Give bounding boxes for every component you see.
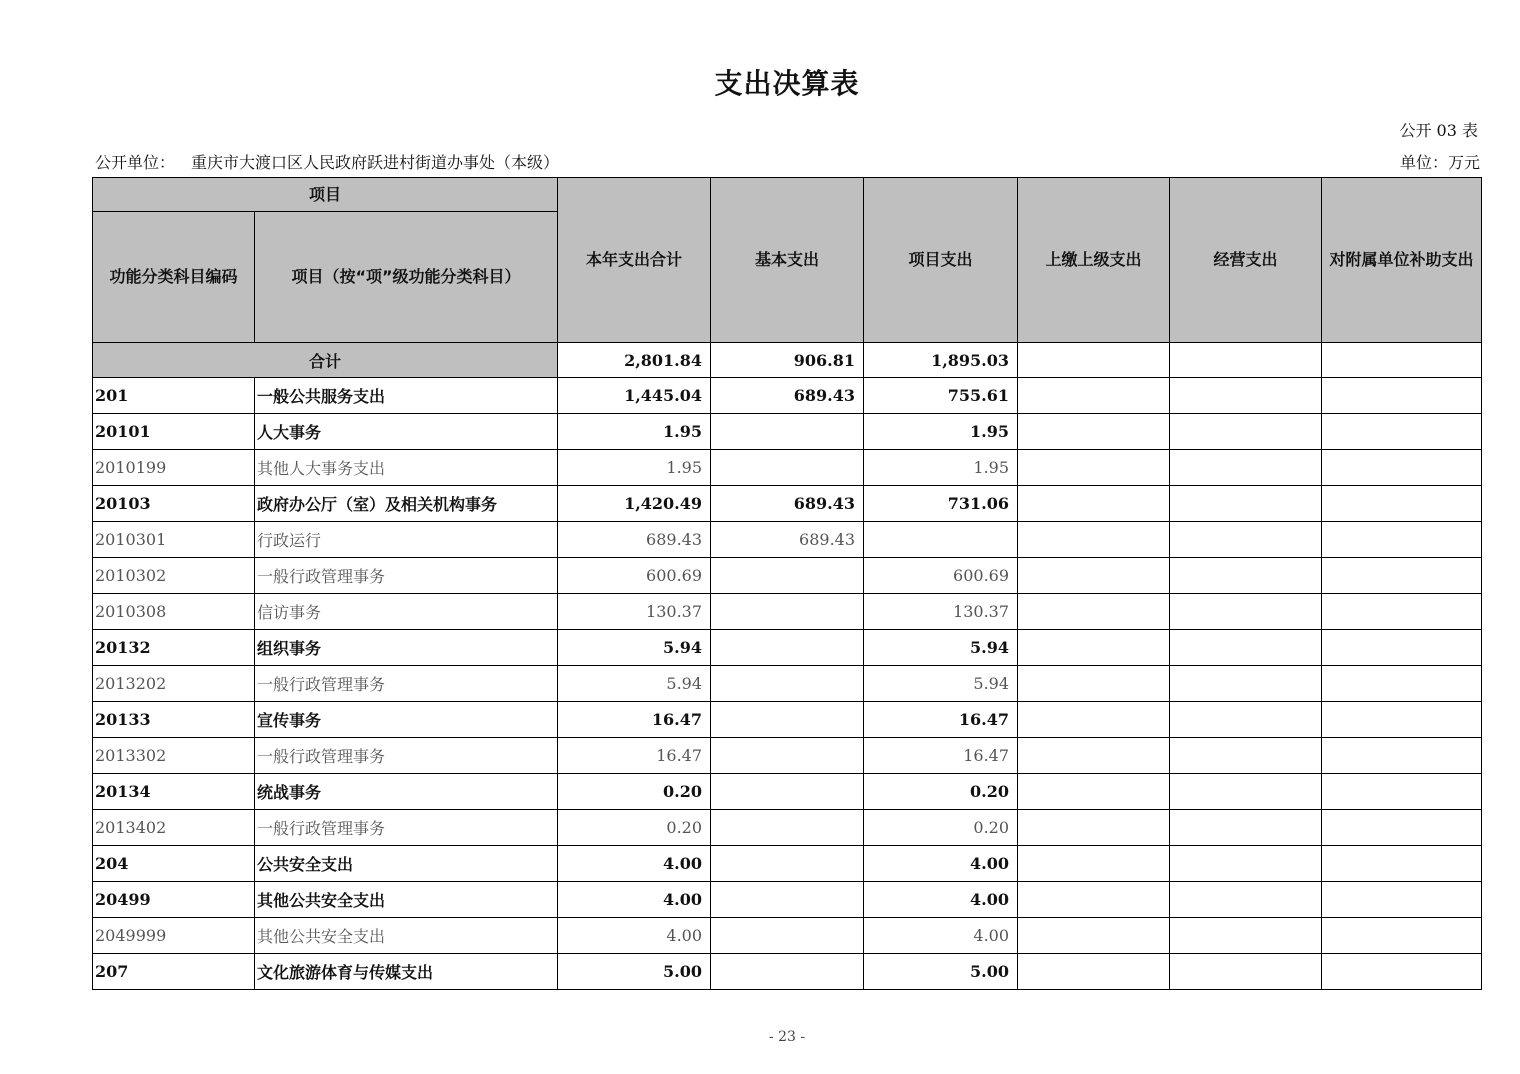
cell-basic xyxy=(711,630,864,666)
cell-upper xyxy=(1018,810,1170,846)
cell-name: 行政运行 xyxy=(255,522,558,558)
page-title: 支出决算表 xyxy=(714,67,860,100)
cell-name: 一般行政管理事务 xyxy=(255,810,558,846)
cell-subsidy xyxy=(1322,666,1482,702)
cell-subsidy xyxy=(1322,450,1482,486)
cell-total: 16.47 xyxy=(558,702,711,738)
cell-basic xyxy=(711,450,864,486)
cell-basic xyxy=(711,954,864,990)
table-row xyxy=(93,522,1482,558)
cell-total: 1,420.49 xyxy=(558,486,711,522)
table-row xyxy=(93,558,1482,594)
currency-unit: 单位：万元 xyxy=(1399,153,1480,172)
cell-code: 20134 xyxy=(93,774,255,810)
cell-project: 1.95 xyxy=(864,450,1018,486)
table-row xyxy=(93,378,1482,414)
cell-basic xyxy=(711,414,864,450)
cell-business xyxy=(1170,630,1322,666)
cell-business xyxy=(1170,954,1322,990)
cell-name: 统战事务 xyxy=(255,774,558,810)
cell-basic xyxy=(711,702,864,738)
table-row xyxy=(93,630,1482,666)
cell-basic xyxy=(711,810,864,846)
cell-total: 5.94 xyxy=(558,630,711,666)
cell-project: 4.00 xyxy=(864,846,1018,882)
cell-upper xyxy=(1018,522,1170,558)
table-row xyxy=(93,594,1482,630)
cell-code: 2010199 xyxy=(93,450,255,486)
cell-code: 20101 xyxy=(93,414,255,450)
total-cell-basic: 906.81 xyxy=(711,343,864,378)
cell-basic xyxy=(711,774,864,810)
cell-code: 2013402 xyxy=(93,810,255,846)
cell-project: 731.06 xyxy=(864,486,1018,522)
cell-project: 5.94 xyxy=(864,666,1018,702)
cell-name: 一般行政管理事务 xyxy=(255,738,558,774)
cell-name: 宣传事务 xyxy=(255,702,558,738)
cell-name: 一般行政管理事务 xyxy=(255,666,558,702)
total-cell-project: 1,895.03 xyxy=(864,343,1018,378)
table-row xyxy=(93,702,1482,738)
cell-basic xyxy=(711,882,864,918)
table-row xyxy=(93,774,1482,810)
cell-total: 1.95 xyxy=(558,450,711,486)
cell-business xyxy=(1170,558,1322,594)
cell-subsidy xyxy=(1322,378,1482,414)
cell-upper xyxy=(1018,666,1170,702)
cell-upper xyxy=(1018,702,1170,738)
cell-basic xyxy=(711,666,864,702)
cell-name: 组织事务 xyxy=(255,630,558,666)
cell-code: 2010301 xyxy=(93,522,255,558)
cell-business xyxy=(1170,810,1322,846)
header-project-group: 项目 xyxy=(93,178,558,212)
cell-subsidy xyxy=(1322,774,1482,810)
cell-code: 2049999 xyxy=(93,918,255,954)
cell-project: 0.20 xyxy=(864,810,1018,846)
header-basic: 基本支出 xyxy=(711,178,864,343)
cell-business xyxy=(1170,846,1322,882)
cell-subsidy xyxy=(1322,414,1482,450)
cell-business xyxy=(1170,414,1322,450)
cell-subsidy xyxy=(1322,702,1482,738)
cell-name: 其他公共安全支出 xyxy=(255,882,558,918)
cell-name: 一般行政管理事务 xyxy=(255,558,558,594)
total-cell-upper xyxy=(1018,343,1170,378)
cell-upper xyxy=(1018,378,1170,414)
cell-total: 1,445.04 xyxy=(558,378,711,414)
total-cell-business xyxy=(1170,343,1322,378)
cell-subsidy xyxy=(1322,882,1482,918)
cell-code: 20103 xyxy=(93,486,255,522)
total-cell-subsidy xyxy=(1322,343,1482,378)
cell-code: 20132 xyxy=(93,630,255,666)
cell-upper xyxy=(1018,486,1170,522)
table-row xyxy=(93,666,1482,702)
cell-code: 201 xyxy=(93,378,255,414)
unit-label: 公开单位： xyxy=(95,153,176,172)
table-row xyxy=(93,486,1482,522)
header-upper: 上缴上级支出 xyxy=(1018,178,1170,343)
cell-total: 4.00 xyxy=(558,846,711,882)
cell-upper xyxy=(1018,594,1170,630)
cell-upper xyxy=(1018,954,1170,990)
cell-project: 5.94 xyxy=(864,630,1018,666)
table-row xyxy=(93,846,1482,882)
cell-subsidy xyxy=(1322,630,1482,666)
cell-code: 2013302 xyxy=(93,738,255,774)
cell-basic: 689.43 xyxy=(711,486,864,522)
cell-upper xyxy=(1018,450,1170,486)
cell-project: 0.20 xyxy=(864,774,1018,810)
cell-subsidy xyxy=(1322,558,1482,594)
cell-name: 其他人大事务支出 xyxy=(255,450,558,486)
cell-name: 公共安全支出 xyxy=(255,846,558,882)
cell-code: 207 xyxy=(93,954,255,990)
cell-total: 0.20 xyxy=(558,774,711,810)
unit-name: 重庆市大渡口区人民政府跃进村街道办事处（本级） xyxy=(191,153,560,172)
table-row xyxy=(93,882,1482,918)
cell-code: 2013202 xyxy=(93,666,255,702)
cell-project: 130.37 xyxy=(864,594,1018,630)
cell-upper xyxy=(1018,558,1170,594)
cell-subsidy xyxy=(1322,954,1482,990)
cell-subsidy xyxy=(1322,810,1482,846)
cell-basic xyxy=(711,846,864,882)
cell-name: 其他公共安全支出 xyxy=(255,918,558,954)
cell-business xyxy=(1170,594,1322,630)
cell-upper xyxy=(1018,774,1170,810)
cell-subsidy xyxy=(1322,522,1482,558)
header-subsidy: 对附属单位补助支出 xyxy=(1322,178,1482,343)
expenditure-table xyxy=(92,177,1482,990)
cell-business xyxy=(1170,702,1322,738)
cell-total: 16.47 xyxy=(558,738,711,774)
cell-project: 16.47 xyxy=(864,702,1018,738)
cell-name: 政府办公厅（室）及相关机构事务 xyxy=(255,486,558,522)
page-number: - 23 - xyxy=(768,1029,806,1045)
cell-name: 人大事务 xyxy=(255,414,558,450)
table-row xyxy=(93,918,1482,954)
cell-code: 2010308 xyxy=(93,594,255,630)
cell-basic xyxy=(711,738,864,774)
cell-business xyxy=(1170,918,1322,954)
cell-total: 1.95 xyxy=(558,414,711,450)
header-code: 功能分类科目编码 xyxy=(93,212,255,343)
cell-business xyxy=(1170,738,1322,774)
cell-name: 一般公共服务支出 xyxy=(255,378,558,414)
cell-total: 689.43 xyxy=(558,522,711,558)
cell-business xyxy=(1170,666,1322,702)
cell-basic: 689.43 xyxy=(711,378,864,414)
table-body xyxy=(93,343,1482,990)
cell-business xyxy=(1170,522,1322,558)
cell-total: 5.94 xyxy=(558,666,711,702)
reporting-unit xyxy=(95,150,559,173)
cell-business xyxy=(1170,450,1322,486)
table-row xyxy=(93,810,1482,846)
cell-project: 4.00 xyxy=(864,918,1018,954)
header-business: 经营支出 xyxy=(1170,178,1322,343)
cell-total: 0.20 xyxy=(558,810,711,846)
cell-code: 20499 xyxy=(93,882,255,918)
total-row xyxy=(93,343,1482,378)
cell-basic xyxy=(711,918,864,954)
cell-upper xyxy=(1018,918,1170,954)
cell-project: 5.00 xyxy=(864,954,1018,990)
cell-total: 4.00 xyxy=(558,882,711,918)
cell-upper xyxy=(1018,846,1170,882)
cell-subsidy xyxy=(1322,846,1482,882)
cell-upper xyxy=(1018,738,1170,774)
header-total: 本年支出合计 xyxy=(558,178,711,343)
table-row xyxy=(93,954,1482,990)
cell-code: 20133 xyxy=(93,702,255,738)
cell-upper xyxy=(1018,414,1170,450)
table-row xyxy=(93,414,1482,450)
cell-subsidy xyxy=(1322,918,1482,954)
cell-project: 16.47 xyxy=(864,738,1018,774)
cell-total: 5.00 xyxy=(558,954,711,990)
cell-business xyxy=(1170,774,1322,810)
cell-project: 600.69 xyxy=(864,558,1018,594)
header-project-expenditure: 项目支出 xyxy=(864,178,1018,343)
cell-business xyxy=(1170,882,1322,918)
cell-subsidy xyxy=(1322,486,1482,522)
cell-total: 130.37 xyxy=(558,594,711,630)
cell-project: 755.61 xyxy=(864,378,1018,414)
table-row xyxy=(93,450,1482,486)
cell-name: 文化旅游体育与传媒支出 xyxy=(255,954,558,990)
form-number: 公开 03 表 xyxy=(1399,121,1478,140)
cell-subsidy xyxy=(1322,738,1482,774)
cell-subsidy xyxy=(1322,594,1482,630)
cell-code: 204 xyxy=(93,846,255,882)
table-row xyxy=(93,738,1482,774)
cell-upper xyxy=(1018,630,1170,666)
table-header xyxy=(93,178,1482,343)
cell-basic xyxy=(711,594,864,630)
cell-total: 4.00 xyxy=(558,918,711,954)
cell-business xyxy=(1170,486,1322,522)
cell-project: 1.95 xyxy=(864,414,1018,450)
cell-basic xyxy=(711,558,864,594)
cell-business xyxy=(1170,378,1322,414)
cell-project: 4.00 xyxy=(864,882,1018,918)
total-label: 合计 xyxy=(93,343,558,378)
cell-total: 600.69 xyxy=(558,558,711,594)
cell-upper xyxy=(1018,882,1170,918)
cell-name: 信访事务 xyxy=(255,594,558,630)
cell-basic: 689.43 xyxy=(711,522,864,558)
total-cell-total: 2,801.84 xyxy=(558,343,711,378)
cell-project xyxy=(864,522,1018,558)
cell-code: 2010302 xyxy=(93,558,255,594)
header-name: 项目（按“项”级功能分类科目） xyxy=(255,212,558,343)
